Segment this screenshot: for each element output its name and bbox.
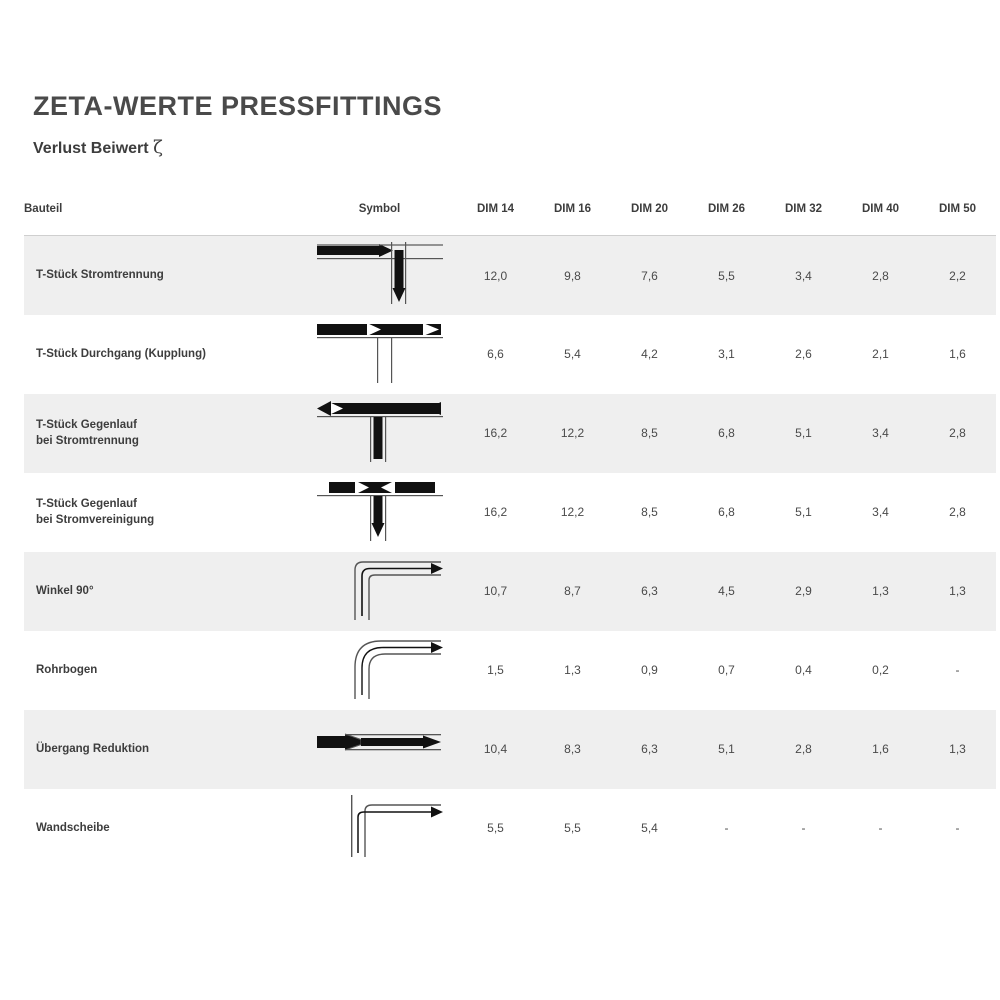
cell-dim-14: 6,6 (487, 347, 504, 362)
cell-dim-32: 5,1 (795, 426, 812, 441)
row-component-name: Winkel 90° (36, 585, 94, 598)
cell-dim-50: 2,8 (949, 426, 966, 441)
cell-dim-20: 6,3 (641, 584, 658, 599)
table-row (24, 710, 996, 789)
cell-dim-16: 8,7 (564, 584, 581, 599)
column-header-bauteil: Bauteil (24, 183, 302, 236)
cell-dim-26: - (724, 821, 729, 836)
column-header-dim-16: DIM 16 (534, 183, 611, 236)
cell-dim-40: 2,8 (872, 268, 889, 283)
table-row (24, 631, 996, 710)
symbol-graphic (315, 398, 445, 464)
cell-dim-32: 2,6 (795, 347, 812, 362)
symbol-graphic (315, 635, 445, 701)
column-header-dim-26: DIM 26 (688, 183, 765, 236)
cell-dim-50: 1,3 (949, 742, 966, 757)
cell-dim-40: - (878, 821, 883, 836)
tee-straight-through-icon (302, 315, 457, 394)
cell-dim-14: 10,7 (483, 584, 508, 599)
cell-dim-26: 6,8 (718, 426, 735, 441)
cell-dim-16: 1,3 (564, 663, 581, 678)
cell-dim-50: - (955, 663, 960, 678)
cell-dim-32: 2,8 (795, 742, 812, 757)
symbol-graphic (315, 477, 445, 543)
tee-counterflow-split-icon (302, 394, 457, 473)
cell-dim-40: 1,6 (872, 742, 889, 757)
table-row (24, 236, 996, 315)
table-row (24, 394, 996, 473)
row-component-name: T-Stück Durchgang (Kupplung) (36, 348, 206, 361)
pipe-bend-icon (302, 631, 457, 710)
symbol-graphic (315, 556, 445, 622)
column-header-symbol: Symbol (302, 183, 457, 236)
cell-dim-20: 7,6 (641, 268, 658, 283)
document-header (0, 0, 1000, 157)
column-header-dim-40: DIM 40 (842, 183, 919, 236)
cell-dim-14: 1,5 (487, 663, 504, 678)
zeta-symbol: ζ (153, 136, 163, 158)
page-title: ZETA-WERTE PRESSFITTINGS (33, 91, 442, 121)
table-body (24, 236, 996, 868)
wall-plate-icon (302, 789, 457, 868)
cell-dim-20: 4,2 (641, 347, 658, 362)
tee-counterflow-merge-icon (302, 473, 457, 552)
cell-dim-26: 6,8 (718, 505, 735, 520)
table-row (24, 789, 996, 868)
elbow-90-icon (302, 552, 457, 631)
row-component-name: Übergang Reduktion (36, 743, 150, 756)
cell-dim-16: 5,4 (564, 347, 581, 362)
cell-dim-16: 8,3 (564, 742, 581, 757)
cell-dim-40: 3,4 (872, 505, 889, 520)
row-component-name: Wandscheibe (36, 822, 110, 835)
cell-dim-40: 1,3 (872, 584, 889, 599)
cell-dim-16: 12,2 (560, 505, 585, 520)
cell-dim-32: 5,1 (795, 505, 812, 520)
row-component-name: T-Stück Gegenlauf bei Stromvereinigung (36, 497, 155, 527)
cell-dim-32: - (801, 821, 806, 836)
column-header-dim-50: DIM 50 (919, 183, 996, 236)
cell-dim-50: 1,6 (949, 347, 966, 362)
cell-dim-26: 4,5 (718, 584, 735, 599)
symbol-graphic (315, 714, 445, 780)
cell-dim-40: 0,2 (872, 663, 889, 678)
cell-dim-40: 3,4 (872, 426, 889, 441)
zeta-values-table (24, 183, 996, 868)
cell-dim-14: 16,2 (483, 505, 508, 520)
symbol-graphic (315, 793, 445, 859)
table-row (24, 315, 996, 394)
cell-dim-16: 12,2 (560, 426, 585, 441)
cell-dim-20: 8,5 (641, 505, 658, 520)
cell-dim-26: 5,5 (718, 268, 735, 283)
cell-dim-20: 5,4 (641, 821, 658, 836)
row-component-name: Rohrbogen (36, 664, 98, 677)
cell-dim-20: 6,3 (641, 742, 658, 757)
cell-dim-14: 12,0 (483, 268, 508, 283)
cell-dim-16: 9,8 (564, 268, 581, 283)
cell-dim-32: 2,9 (795, 584, 812, 599)
table-row (24, 473, 996, 552)
column-header-dim-32: DIM 32 (765, 183, 842, 236)
row-component-name: T-Stück Gegenlauf bei Stromtrennung (36, 418, 139, 448)
cell-dim-50: 1,3 (949, 584, 966, 599)
cell-dim-26: 5,1 (718, 742, 735, 757)
row-component-name: T-Stück Stromtrennung (36, 269, 164, 282)
column-header-dim-20: DIM 20 (611, 183, 688, 236)
cell-dim-50: 2,2 (949, 268, 966, 283)
column-header-dim-14: DIM 14 (457, 183, 534, 236)
cell-dim-20: 0,9 (641, 663, 658, 678)
cell-dim-50: - (955, 821, 960, 836)
cell-dim-16: 5,5 (564, 821, 581, 836)
symbol-graphic (315, 319, 445, 385)
tee-branch-split-icon (302, 236, 457, 315)
cell-dim-14: 16,2 (483, 426, 508, 441)
cell-dim-32: 3,4 (795, 268, 812, 283)
cell-dim-40: 2,1 (872, 347, 889, 362)
page-subtitle (33, 138, 1000, 158)
cell-dim-20: 8,5 (641, 426, 658, 441)
symbol-graphic (315, 240, 445, 306)
cell-dim-14: 10,4 (483, 742, 508, 757)
table-row (24, 552, 996, 631)
cell-dim-50: 2,8 (949, 505, 966, 520)
table-head (24, 183, 996, 236)
reducer-icon (302, 710, 457, 789)
cell-dim-32: 0,4 (795, 663, 812, 678)
cell-dim-14: 5,5 (487, 821, 504, 836)
subtitle-text: Verlust Beiwert (33, 139, 149, 157)
cell-dim-26: 3,1 (718, 347, 735, 362)
cell-dim-26: 0,7 (718, 663, 735, 678)
table-header-row (24, 183, 996, 236)
